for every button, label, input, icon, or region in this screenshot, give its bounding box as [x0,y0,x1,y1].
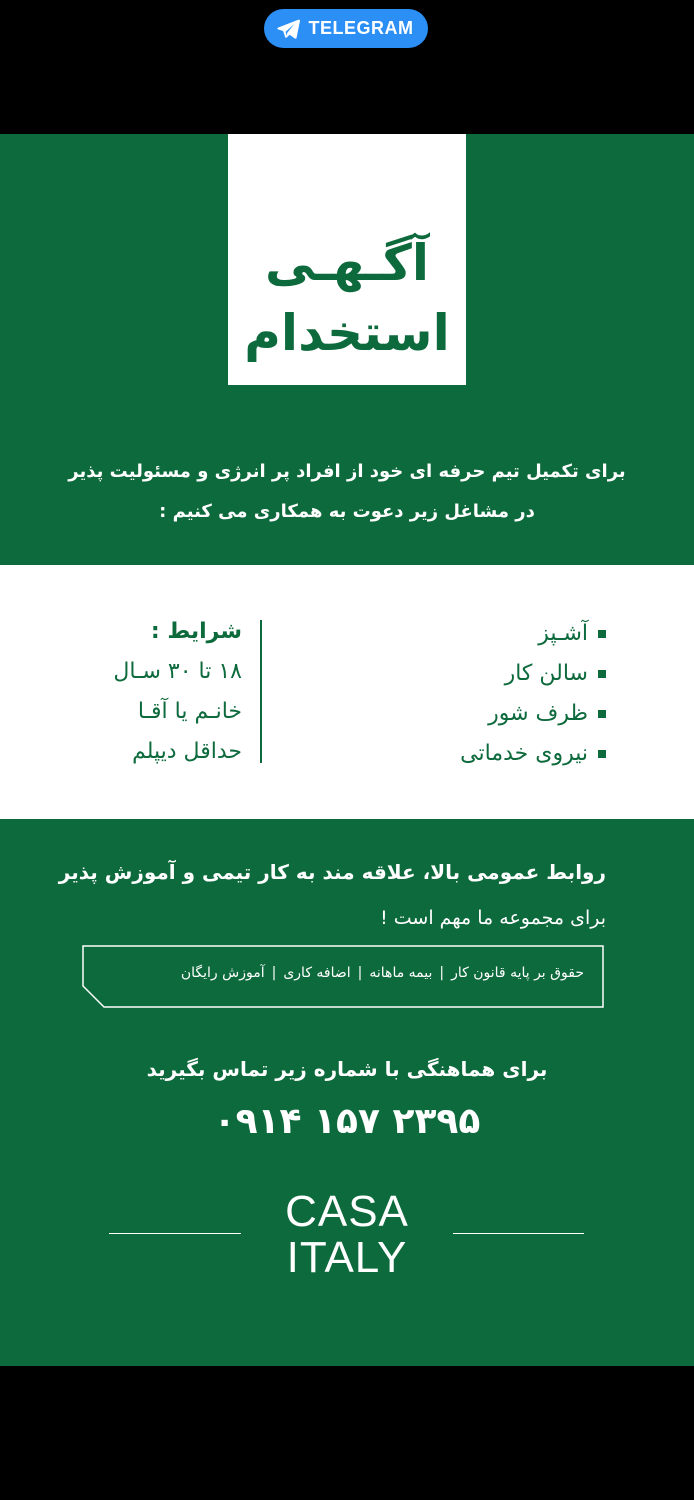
job-item: سالن کار [346,661,606,687]
benefit-separator: | [357,965,363,981]
benefit-item: آموزش رایگان [180,965,265,981]
benefits-row [82,965,584,981]
benefits-box [82,945,604,1008]
condition-item: حداقل دیپلم [132,739,242,764]
bullet-icon [598,750,606,758]
logo-left-line [109,1233,241,1234]
bullet-icon [598,670,606,678]
benefit-separator: | [271,965,277,981]
benefit-item: اضافه کاری [283,965,351,981]
logo-line1: CASA [285,1187,409,1236]
job-poster [0,134,694,1366]
condition-item: ۱۸ تا ۳۰ سـال [113,659,242,684]
phone-number: ۰۹۱۴ ۱۵۷ ۲۳۹۵ [213,1101,481,1142]
job-item: نیروی خدماتی [346,741,606,767]
benefit-separator: | [439,965,445,981]
telegram-button-label: TELEGRAM [308,18,414,38]
title-box [228,134,466,385]
poster-top-section [0,134,694,565]
poster-bottom-section [0,819,694,1366]
casa-italy-logo [247,1189,447,1281]
intro-text-line1: برای تکمیل تیم حرفه ای خود از افراد پر انرژی و مسئولیت پذیر [68,461,626,482]
telegram-paper-plane-icon [275,16,301,42]
conditions-title: شرایط : [150,619,242,644]
benefit-item: بیمه ماهانه [369,965,433,981]
benefit-item: حقوق بر پایه قانون کار [451,965,584,981]
jobs-section [0,565,694,819]
job-item: آشـپز [346,621,606,647]
bullet-icon [598,710,606,718]
logo-right-line [453,1233,584,1234]
relations-text-line2: برای مجموعه ما مهم است ! [380,907,606,929]
poster-title-line1: آگـهـی [265,234,429,292]
contact-text: برای هماهنگی با شماره زیر تماس بگیرید [146,1057,548,1081]
intro-text-line2: در مشاغل زیر دعوت به همکاری می کنیم : [159,501,535,522]
poster-title-line2: استخدام [244,304,450,362]
logo-line2: ITALY [286,1233,408,1282]
jobs-divider [260,620,262,763]
telegram-button[interactable] [264,9,428,48]
job-item: ظرف شور [346,701,606,727]
bullet-icon [598,630,606,638]
relations-text: روابط عمومی بالا، علاقه مند به کار تیمی و آموزش پذیر [58,860,606,884]
condition-item: خانـم یا آقـا [137,699,242,724]
